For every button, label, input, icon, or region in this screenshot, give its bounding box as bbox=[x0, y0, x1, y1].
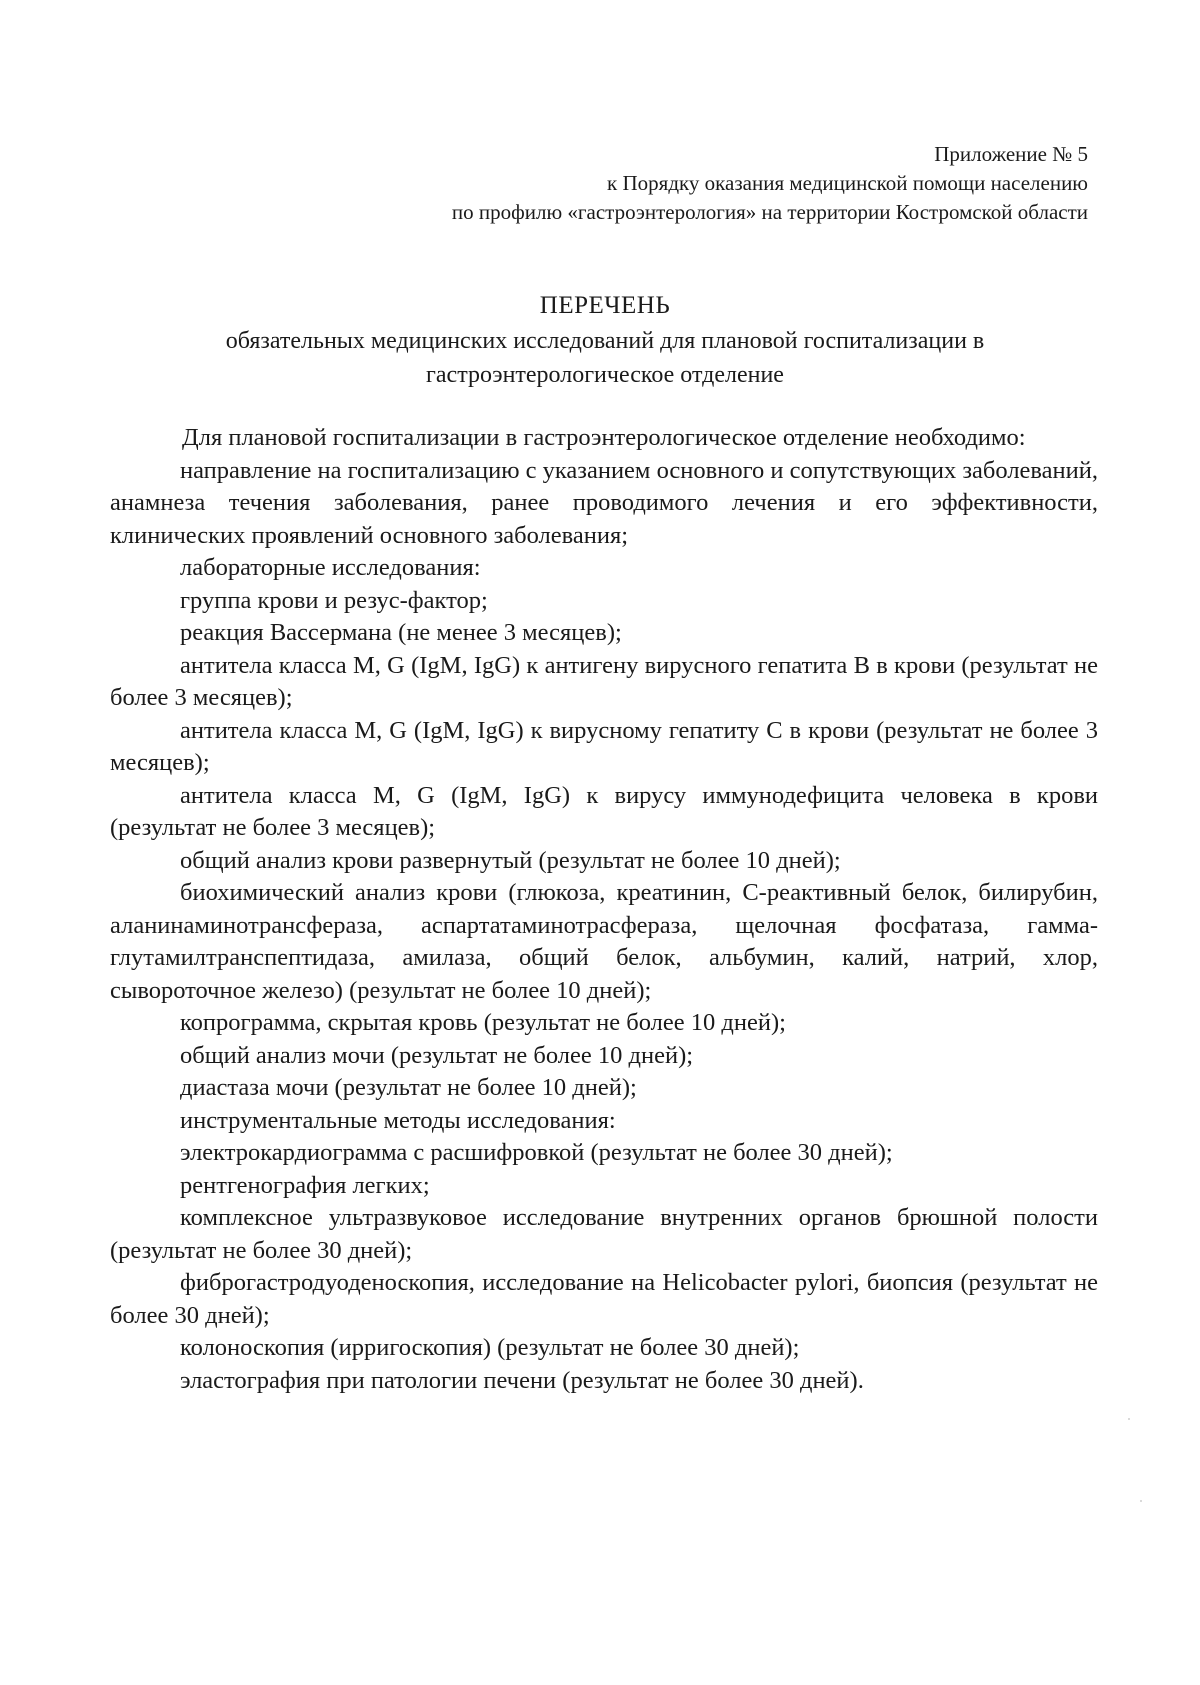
list-item: инструментальные методы исследования: bbox=[180, 1106, 616, 1134]
list-item: фиброгастродуоденоскопия, исследование на Helicobacter pylori, биопсия (результат не более 30 дней); bbox=[110, 1269, 1098, 1329]
list-item: антитела класса M, G (IgM, IgG) к вирусному гепатиту C в крови (результат не более 3 месяцев); bbox=[110, 716, 1098, 776]
list-item: лабораторные исследования: bbox=[180, 554, 481, 581]
appendix-profile-reference: по профилю «гастроэнтерология» на территории Костромской области bbox=[451, 200, 1088, 224]
list-item: эластография при патологии печени (результат не более 30 дней). bbox=[180, 1366, 864, 1394]
document-subtitle-line2: гастроэнтерологическое отделение bbox=[426, 362, 784, 388]
list-item: общий анализ крови развернутый (результат не более 10 дней); bbox=[180, 846, 841, 874]
list-item: общий анализ мочи (результат не более 10 дней); bbox=[180, 1041, 694, 1069]
scan-speck bbox=[1140, 1500, 1142, 1502]
list-item: антитела класса M, G (IgM, IgG) к вирусу иммунодефицита человека в крови (результат не более 3 месяцев); bbox=[110, 781, 1098, 841]
document-subtitle-line1: обязательных медицинских исследований для плановой госпитализации в bbox=[225, 328, 985, 354]
document-body bbox=[110, 422, 1098, 1397]
list-item: биохимический анализ крови (глюкоза, креатинин, С-реактивный белок, билирубин, аланинаминотрансфераза, аспартатаминотрасфераза, щелочная фосфатаза, гамма-глутамилтранспептидаза, амилаза, общий белок, альбумин, калий, натрий, хлор, сывороточное железо) (результат не более 10 дней); bbox=[110, 879, 1098, 1004]
appendix-header bbox=[188, 140, 1088, 227]
document-title: ПЕРЕЧЕНЬ bbox=[539, 292, 671, 319]
appendix-order-reference: к Порядку оказания медицинской помощи населению bbox=[607, 171, 1088, 195]
list-item: реакция Вассермана (не менее 3 месяцев); bbox=[180, 619, 622, 646]
intro-paragraph: Для плановой госпитализации в гастроэнтерологическое отделение необходимо: bbox=[182, 424, 1026, 451]
list-item: комплексное ультразвуковое исследование внутренних органов брюшной полости (результат не более 30 дней); bbox=[110, 1204, 1098, 1264]
list-item: колоноскопия (ирригоскопия) (результат не более 30 дней); bbox=[180, 1334, 800, 1361]
list-item: электрокардиограмма с расшифровкой (результат не более 30 дней); bbox=[180, 1139, 893, 1166]
list-item: копрограмма, скрытая кровь (результат не более 10 дней); bbox=[180, 1009, 786, 1036]
scan-speck bbox=[1128, 1418, 1130, 1420]
list-item: рентгенография легких; bbox=[180, 1171, 430, 1199]
list-item: антитела класса M, G (IgM, IgG) к антигену вирусного гепатита B в крови (результат не более 3 месяцев); bbox=[110, 651, 1098, 711]
list-item: диастаза мочи (результат не более 10 дней); bbox=[180, 1074, 637, 1101]
appendix-number: Приложение № 5 bbox=[934, 142, 1088, 166]
list-item: направление на госпитализацию с указанием основного и сопутствующих заболеваний, анамнеза течения заболевания, ранее проводимого лечения и его эффективности, клинических проявлений основного заболевания; bbox=[110, 456, 1098, 549]
document-title-block bbox=[110, 288, 1100, 392]
list-item: группа крови и резус-фактор; bbox=[180, 586, 488, 614]
